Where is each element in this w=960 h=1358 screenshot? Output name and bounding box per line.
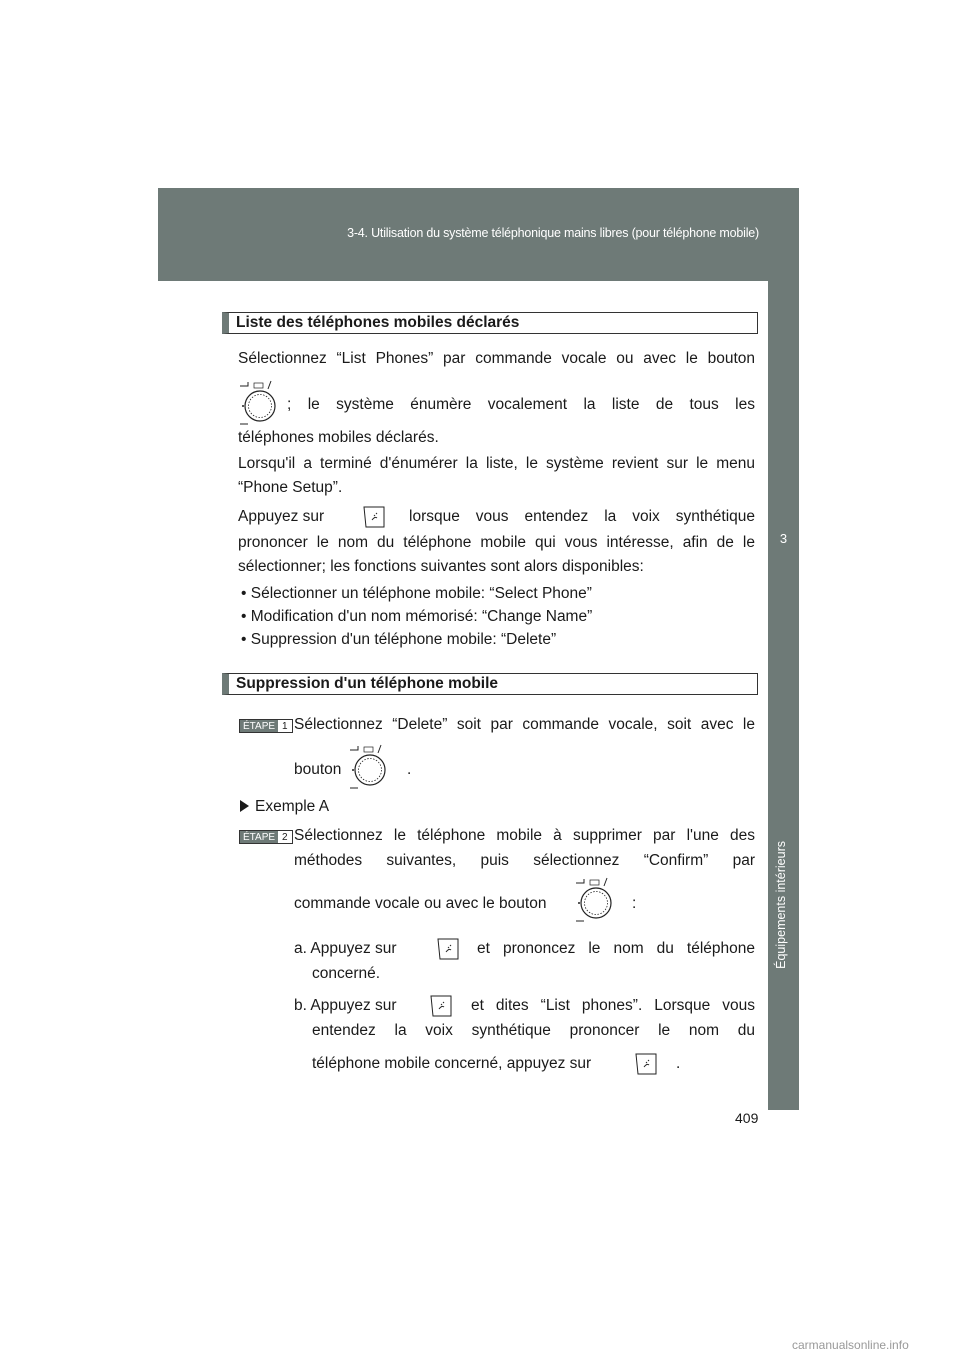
s1-line6: prononcer le nom du téléphone mobile qui vous intéresse, afin de le sélectionner; les fonctions suivantes sont alors disponibles: [238,534,755,575]
s1-line5a: Appuyez sur [238,508,325,525]
step-label: ÉTAPE [240,831,278,843]
step2-line3: commande vocale ou avec le bouton [294,895,547,912]
example-label: Exemple A [255,798,330,815]
step1-line2-end: . [407,761,412,778]
step-label: ÉTAPE [240,720,278,732]
bullet-select-phone: • Sélectionner un téléphone mobile: “Select Phone” [241,585,592,602]
s1-line3: téléphones mobiles déclarés. [238,429,439,446]
step2-line2: méthodes suivantes, puis sélectionnez “Confirm” par [294,852,755,869]
bullet-delete: • Suppression d'un téléphone mobile: “Delete” [241,631,557,648]
step1-line2: bouton [294,761,342,778]
step-number: 2 [278,831,292,843]
section-title-list-phones: Liste des téléphones mobiles déclarés [222,312,758,334]
header-title: 3-4. Utilisation du système téléphonique mains libres (pour téléphone mobile) [347,226,759,240]
talk-switch-icon [634,1052,658,1076]
step2-b1: b. Appuyez sur [294,997,397,1014]
talk-switch-icon [362,505,386,529]
step2-b4: téléphone mobile concerné, appuyez sur [312,1055,592,1072]
step-number: 1 [278,720,292,732]
bullet-change-name: • Modification d'un nom mémorisé: “Change Name” [241,608,593,625]
chapter-side-tab [768,281,799,1110]
step2-b3: entendez la voix synthétique prononcer le nom du [312,1022,755,1039]
step1-line1: Sélectionnez “Delete” soit par commande vocale, soit avec le [294,716,755,733]
step2-b4-end: . [676,1055,681,1072]
page-number: 409 [735,1110,759,1126]
s1-line5b: lorsque vous entendez la voix synthétique [409,508,755,525]
chapter-label: Équipements intérieurs [774,841,788,969]
step2-a2: et prononcez le nom du téléphone [477,940,755,957]
s1-line2: ; le système énumère vocalement la liste de tous les [287,396,755,413]
step2-a3: concerné. [312,965,381,982]
step2-line3-end: : [632,895,637,912]
section-title-delete-phone: Suppression d'un téléphone mobile [222,673,758,695]
watermark: carmanualsonline.info [792,1338,909,1352]
example-ref [240,798,329,816]
tuning-knob-icon [348,744,388,790]
talk-switch-icon [429,994,453,1018]
step2-b2: et dites “List phones”. Lorsque vous [471,997,755,1014]
step2-line1: Sélectionnez le téléphone mobile à supprimer par l'une des [294,827,755,844]
tuning-knob-icon [574,877,614,923]
s1-line1: Sélectionnez “List Phones” par commande vocale ou avec le bouton [238,350,755,367]
s1-line4: Lorsqu'il a terminé d'énumérer la liste, le système revient sur le menu “Phone Setup”. [238,455,755,496]
arrow-right-icon [240,800,249,812]
step-badge-1 [239,719,293,733]
talk-switch-icon [436,937,460,961]
chapter-number: 3 [779,531,788,546]
step-badge-2 [239,830,293,844]
tuning-knob-icon [238,380,278,426]
header-band [158,188,799,281]
step2-a1: a. Appuyez sur [294,940,397,957]
